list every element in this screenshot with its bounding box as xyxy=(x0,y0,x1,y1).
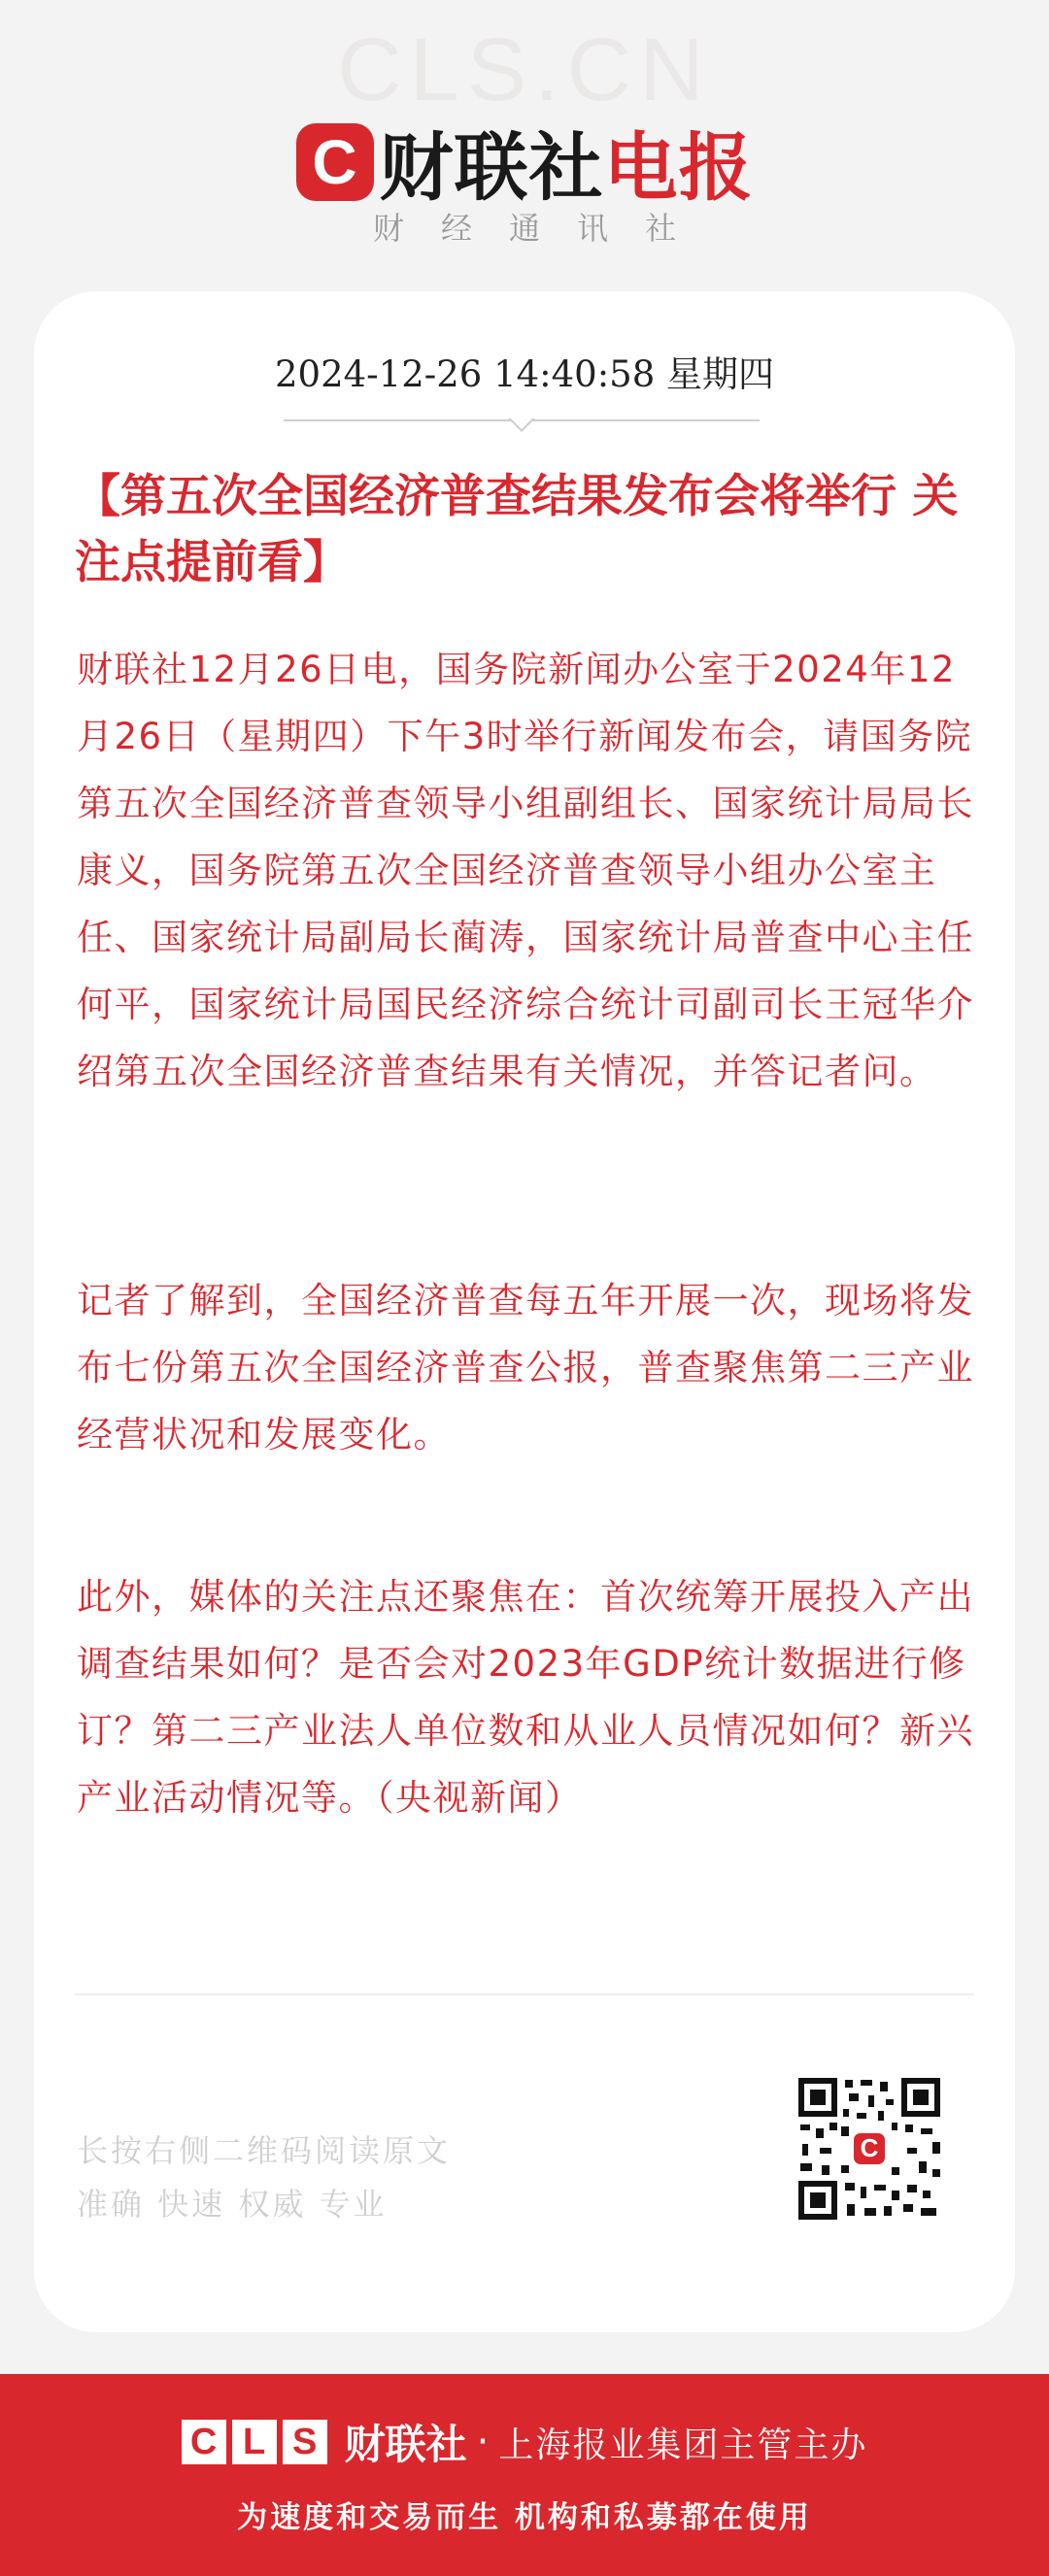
article-paragraph: 记者了解到，全国经济普查每五年开展一次，现场将发布七份第五次全国经济普查公报，普查聚焦第二三产业经营状况和发展变化。 xyxy=(77,1280,974,1455)
banner-brand: 财联社 xyxy=(344,2421,467,2468)
svg-text:C: C xyxy=(860,2133,879,2162)
logo xyxy=(0,109,1049,215)
cls-letter-s: S xyxy=(283,2420,327,2464)
banner-org: 上海报业集团主管主办 xyxy=(498,2425,868,2465)
logo-name: 财联社 xyxy=(379,124,604,211)
header xyxy=(0,0,1049,291)
banner-slogan: 为速度和交易而生 机构和私募都在使用 xyxy=(237,2500,812,2535)
article-card xyxy=(34,291,1015,2332)
cls-letter-l: L xyxy=(232,2420,277,2464)
qr-code-icon[interactable] xyxy=(796,2076,942,2222)
logo-c-icon: C xyxy=(296,123,374,201)
watermark: CLS.CN xyxy=(337,20,712,119)
article-paragraph: 财联社12月26日电，国务院新闻办公室于2024年12月26日（星期四）下午3时举行新闻发布会，请国务院第五次全国经济普查领导小组副组长、国家统计局局长康义，国务院第五次全国经济普查领导小组办公室主任、国家统计局副局长蔺涛，国家统计局普查中心主任何平，国家统计局国民经济综合统计司副司长王冠华介绍第五次全国经济普查结果有关情况，并答记者问。 xyxy=(77,649,974,1092)
article-headline: 【第五次全国经济普查结果发布会将举行 关注点提前看】 xyxy=(75,470,959,589)
footer-divider xyxy=(75,1993,974,1995)
bottom-banner xyxy=(0,2374,1049,2576)
article-datetime: 2024-12-26 14:40:58 星期四 xyxy=(274,353,775,395)
read-original-hint: 长按右侧二维码阅读原文 xyxy=(77,2132,452,2169)
banner-separator: · xyxy=(476,2420,490,2464)
subtitle: 财经通讯社 xyxy=(372,210,713,247)
article-paragraph: 此外，媒体的关注点还聚焦在：首次统筹开展投入产出调查结果如何？是否会对2023年GDP统计数据进行修订？第二三产业法人单位数和从业人员情况如何？新兴产业活动情况等。（央视新闻） xyxy=(77,1576,974,1819)
cls-letter-c: C xyxy=(182,2420,226,2464)
tagline: 准确 快速 权威 专业 xyxy=(77,2186,388,2223)
logo-accent: 电报 xyxy=(603,124,754,211)
